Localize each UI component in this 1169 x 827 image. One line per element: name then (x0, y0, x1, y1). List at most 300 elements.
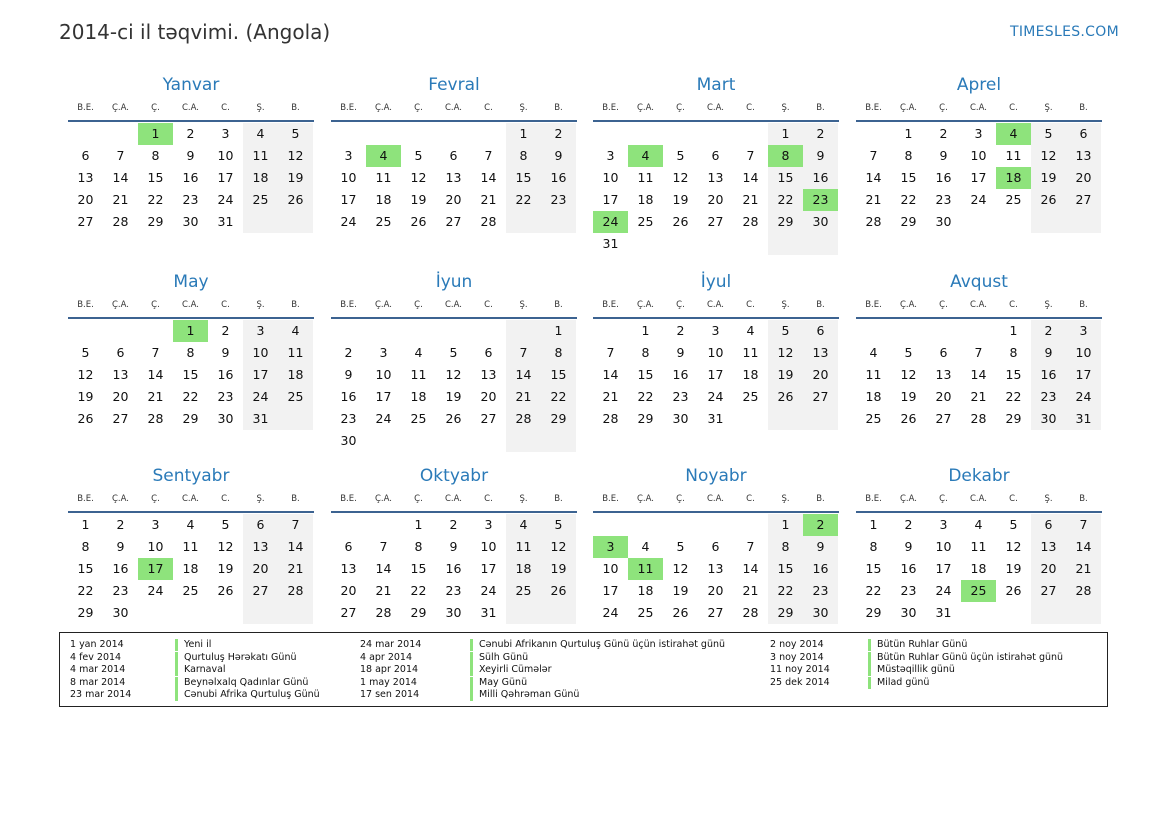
day-cell: 25 (515, 583, 532, 598)
weekday-label: B. (554, 300, 563, 310)
day-cell: 9 (676, 345, 685, 360)
day-cell: 14 (147, 367, 164, 382)
day-cell: 8 (151, 148, 160, 163)
day-cell: 13 (707, 561, 724, 576)
day-cell: 31 (252, 411, 269, 426)
weekday-label: C. (221, 103, 230, 113)
day-cell: 10 (602, 170, 619, 185)
weekday-label: Ç.A. (111, 300, 129, 310)
weekday-label: Ç. (151, 494, 160, 504)
weekday-label: Ç.A. (636, 300, 654, 310)
day-cell: 2 (816, 126, 825, 141)
weekday-label: Ç. (939, 103, 948, 113)
header-rule (593, 511, 839, 513)
day-cell: 7 (519, 345, 528, 360)
day-cell: 16 (217, 367, 234, 382)
day-cell: 18 (182, 561, 199, 576)
day-cell: 17 (602, 192, 619, 207)
legend-holiday-name: May Günü (470, 677, 527, 689)
day-cell: 26 (445, 411, 462, 426)
day-cell: 10 (707, 345, 724, 360)
weekday-label: B. (291, 103, 300, 113)
day-cell: 15 (410, 561, 427, 576)
legend-date: 1 yan 2014 (70, 639, 124, 650)
day-cell: 31 (480, 605, 497, 620)
weekday-label: C. (221, 494, 230, 504)
legend-holiday-name: Qurtuluş Hərəkatı Günü (175, 652, 296, 664)
day-cell: 27 (340, 605, 357, 620)
day-cell: 30 (672, 411, 689, 426)
day-cell: 16 (812, 170, 829, 185)
day-cell: 21 (375, 583, 392, 598)
weekday-label: Ç.A. (899, 300, 917, 310)
day-cell: 30 (812, 605, 829, 620)
day-cell: 29 (410, 605, 427, 620)
day-cell: 10 (252, 345, 269, 360)
day-cell: 8 (186, 345, 195, 360)
day-cell: 13 (445, 170, 462, 185)
weekday-label: Ş. (781, 300, 790, 310)
day-cell: 15 (637, 367, 654, 382)
day-cell: 1 (641, 323, 650, 338)
day-cell: 7 (1079, 517, 1088, 532)
header-rule (593, 317, 839, 319)
day-cell: 22 (147, 192, 164, 207)
day-cell: 7 (606, 345, 615, 360)
day-cell: 6 (939, 345, 948, 360)
header-rule (331, 120, 577, 122)
day-cell: 16 (340, 389, 357, 404)
day-cell: 23 (550, 192, 567, 207)
weekday-label: C.A. (969, 300, 987, 310)
day-cell: 6 (484, 345, 493, 360)
month-name: İyul (700, 272, 732, 292)
day-cell: 4 (291, 323, 300, 338)
day-cell: 2 (554, 126, 563, 141)
day-cell: 2 (221, 323, 230, 338)
day-cell: 2 (939, 126, 948, 141)
day-cell: 4 (186, 517, 195, 532)
weekday-label: B. (291, 494, 300, 504)
day-cell: 12 (217, 539, 234, 554)
day-cell: 27 (1040, 583, 1057, 598)
day-cell: 11 (970, 539, 987, 554)
header-rule (331, 511, 577, 513)
day-cell: 4 (519, 517, 528, 532)
legend-date: 4 mar 2014 (70, 664, 126, 675)
weekday-label: Ç. (151, 300, 160, 310)
day-cell: 16 (1040, 367, 1057, 382)
day-cell: 12 (777, 345, 794, 360)
weekday-label: Ç. (939, 494, 948, 504)
day-cell: 16 (445, 561, 462, 576)
day-cell: 4 (974, 517, 983, 532)
brand-link[interactable]: TIMESLES.COM (1010, 24, 1119, 40)
day-cell: 15 (550, 367, 567, 382)
day-cell: 25 (637, 605, 654, 620)
day-cell: 12 (410, 170, 427, 185)
day-cell: 2 (904, 517, 913, 532)
weekday-label: C. (1009, 494, 1018, 504)
day-cell: 3 (1079, 323, 1088, 338)
day-cell: 17 (252, 367, 269, 382)
day-cell: 3 (484, 517, 493, 532)
legend-date: 17 sen 2014 (360, 689, 420, 700)
day-cell: 25 (287, 389, 304, 404)
day-cell: 22 (777, 583, 794, 598)
day-cell: 6 (711, 148, 720, 163)
day-cell: 31 (217, 214, 234, 229)
day-cell: 2 (449, 517, 458, 532)
header-rule (68, 317, 314, 319)
day-cell: 23 (445, 583, 462, 598)
holiday-day-cell: 1 (138, 123, 173, 145)
day-cell: 19 (900, 389, 917, 404)
day-cell: 14 (742, 561, 759, 576)
day-cell: 15 (515, 170, 532, 185)
day-cell: 14 (112, 170, 129, 185)
day-cell: 3 (221, 126, 230, 141)
day-cell: 20 (707, 192, 724, 207)
holiday-legend (59, 632, 1108, 707)
day-cell: 15 (900, 170, 917, 185)
day-cell: 17 (480, 561, 497, 576)
day-cell: 13 (935, 367, 952, 382)
day-cell: 11 (252, 148, 269, 163)
day-cell: 5 (81, 345, 90, 360)
legend-date: 1 may 2014 (360, 676, 417, 688)
day-cell: 29 (77, 605, 94, 620)
day-cell: 18 (637, 583, 654, 598)
day-cell: 13 (340, 561, 357, 576)
day-cell: 26 (777, 389, 794, 404)
weekday-label: C.A. (181, 300, 199, 310)
day-cell: 16 (935, 170, 952, 185)
legend-holiday-name: Milli Qəhrəman Günü (470, 689, 579, 701)
weekday-label: Ş. (781, 494, 790, 504)
day-cell: 20 (445, 192, 462, 207)
day-cell: 9 (1044, 345, 1053, 360)
day-cell: 18 (742, 367, 759, 382)
weekday-label: B.E. (865, 300, 882, 310)
day-cell: 27 (707, 605, 724, 620)
day-cell: 8 (641, 345, 650, 360)
day-cell: 12 (1040, 148, 1057, 163)
weekday-label: C.A. (706, 300, 724, 310)
weekday-label: C.A. (706, 494, 724, 504)
day-cell: 22 (77, 583, 94, 598)
day-cell: 26 (410, 214, 427, 229)
day-cell: 4 (869, 345, 878, 360)
legend-holiday-name: Yeni il (175, 639, 211, 651)
day-cell: 27 (77, 214, 94, 229)
weekday-label: Ş. (256, 494, 265, 504)
header-rule (68, 120, 314, 122)
day-cell: 28 (480, 214, 497, 229)
day-cell: 28 (970, 411, 987, 426)
weekday-label: B. (816, 103, 825, 113)
day-cell: 13 (1040, 539, 1057, 554)
day-cell: 7 (116, 148, 125, 163)
day-cell: 28 (742, 605, 759, 620)
day-cell: 3 (939, 517, 948, 532)
day-cell: 13 (707, 170, 724, 185)
day-cell: 29 (865, 605, 882, 620)
day-cell: 5 (781, 323, 790, 338)
day-cell: 1 (414, 517, 423, 532)
day-cell: 21 (602, 389, 619, 404)
day-cell: 20 (340, 583, 357, 598)
day-cell: 21 (970, 389, 987, 404)
day-cell: 18 (375, 192, 392, 207)
day-cell: 3 (151, 517, 160, 532)
day-cell: 12 (77, 367, 94, 382)
day-cell: 17 (707, 367, 724, 382)
day-cell: 26 (672, 605, 689, 620)
day-cell: 7 (746, 539, 755, 554)
day-cell: 21 (515, 389, 532, 404)
weekday-label: B.E. (340, 103, 357, 113)
holiday-day-cell: 18 (996, 167, 1031, 189)
holiday-day-cell: 4 (996, 123, 1031, 145)
day-cell: 10 (217, 148, 234, 163)
legend-date: 4 fev 2014 (70, 651, 122, 663)
day-cell: 29 (550, 411, 567, 426)
day-cell: 16 (182, 170, 199, 185)
day-cell: 15 (1005, 367, 1022, 382)
day-cell: 11 (182, 539, 199, 554)
day-cell: 24 (1075, 389, 1092, 404)
day-cell: 5 (449, 345, 458, 360)
day-cell: 14 (602, 367, 619, 382)
day-cell: 10 (480, 539, 497, 554)
day-cell: 20 (77, 192, 94, 207)
holiday-day-cell: 4 (366, 145, 401, 167)
day-cell: 21 (742, 192, 759, 207)
weekday-label: Ç. (939, 300, 948, 310)
month-name: Sentyabr (152, 466, 230, 486)
day-cell: 27 (480, 411, 497, 426)
weekday-label: Ç. (676, 494, 685, 504)
day-cell: 26 (550, 583, 567, 598)
day-cell: 1 (781, 517, 790, 532)
day-cell: 23 (112, 583, 129, 598)
day-cell: 10 (1075, 345, 1092, 360)
legend-date: 11 noy 2014 (770, 664, 830, 675)
day-cell: 18 (287, 367, 304, 382)
day-cell: 22 (515, 192, 532, 207)
legend-holiday-name: Cənubi Afrika Qurtuluş Günü (175, 689, 320, 701)
day-cell: 27 (445, 214, 462, 229)
day-cell: 9 (904, 539, 913, 554)
weekday-label: Ç. (414, 103, 423, 113)
month-name: Fevral (428, 75, 480, 95)
day-cell: 24 (217, 192, 234, 207)
day-cell: 3 (344, 148, 353, 163)
day-cell: 8 (554, 345, 563, 360)
day-cell: 10 (970, 148, 987, 163)
weekday-label: Ç.A. (111, 103, 129, 113)
day-cell: 5 (676, 539, 685, 554)
day-cell: 30 (812, 214, 829, 229)
day-cell: 14 (1075, 539, 1092, 554)
weekday-label: Ş. (1044, 494, 1053, 504)
legend-holiday-name: Karnaval (175, 664, 226, 676)
day-cell: 29 (777, 214, 794, 229)
day-cell: 24 (602, 605, 619, 620)
day-cell: 2 (1044, 323, 1053, 338)
day-cell: 11 (1005, 148, 1022, 163)
day-cell: 25 (865, 411, 882, 426)
day-cell: 23 (900, 583, 917, 598)
day-cell: 25 (252, 192, 269, 207)
legend-holiday-name: Xeyirli Cümələr (470, 664, 552, 676)
day-cell: 19 (445, 389, 462, 404)
weekday-label: Ç.A. (899, 494, 917, 504)
day-cell: 15 (147, 170, 164, 185)
day-cell: 1 (1009, 323, 1018, 338)
weekday-label: Ç. (414, 494, 423, 504)
day-cell: 24 (480, 583, 497, 598)
day-cell: 17 (1075, 367, 1092, 382)
day-cell: 5 (221, 517, 230, 532)
weekday-label: C.A. (181, 494, 199, 504)
day-cell: 9 (816, 148, 825, 163)
weekday-label: B.E. (77, 494, 94, 504)
legend-holiday-name: Milad günü (868, 677, 929, 689)
day-cell: 20 (252, 561, 269, 576)
day-cell: 6 (1044, 517, 1053, 532)
weekday-label: C. (484, 300, 493, 310)
day-cell: 26 (672, 214, 689, 229)
day-cell: 30 (935, 214, 952, 229)
day-cell: 8 (414, 539, 423, 554)
day-cell: 24 (340, 214, 357, 229)
day-cell: 21 (287, 561, 304, 576)
weekday-label: C. (1009, 300, 1018, 310)
day-cell: 8 (904, 148, 913, 163)
day-cell: 25 (1005, 192, 1022, 207)
day-cell: 21 (147, 389, 164, 404)
day-cell: 7 (974, 345, 983, 360)
weekday-label: C.A. (181, 103, 199, 113)
day-cell: 9 (816, 539, 825, 554)
month-name: İyun (435, 272, 473, 292)
weekday-label: Ş. (519, 103, 528, 113)
legend-date: 25 dek 2014 (770, 676, 830, 688)
day-cell: 27 (812, 389, 829, 404)
day-cell: 23 (812, 583, 829, 598)
header-rule (68, 511, 314, 513)
day-cell: 18 (410, 389, 427, 404)
weekday-label: B. (1079, 494, 1088, 504)
day-cell: 7 (869, 148, 878, 163)
day-cell: 19 (550, 561, 567, 576)
weekday-label: Ç. (151, 103, 160, 113)
day-cell: 4 (414, 345, 423, 360)
day-cell: 30 (900, 605, 917, 620)
day-cell: 10 (340, 170, 357, 185)
weekday-label: Ş. (519, 494, 528, 504)
legend-date: 3 noy 2014 (770, 651, 824, 663)
day-cell: 27 (112, 411, 129, 426)
day-cell: 19 (672, 192, 689, 207)
day-cell: 18 (970, 561, 987, 576)
day-cell: 15 (865, 561, 882, 576)
day-cell: 19 (777, 367, 794, 382)
weekday-label: Ç.A. (636, 103, 654, 113)
day-cell: 10 (935, 539, 952, 554)
legend-holiday-name: Müstəqillik günü (868, 664, 955, 676)
day-cell: 11 (515, 539, 532, 554)
day-cell: 11 (637, 170, 654, 185)
day-cell: 28 (742, 214, 759, 229)
day-cell: 7 (151, 345, 160, 360)
month-name: Avqust (950, 272, 1008, 292)
weekday-label: C. (746, 494, 755, 504)
weekday-label: B.E. (865, 494, 882, 504)
day-cell: 12 (1005, 539, 1022, 554)
month-name: Mart (696, 75, 736, 95)
day-cell: 6 (116, 345, 125, 360)
day-cell: 27 (1075, 192, 1092, 207)
day-cell: 23 (182, 192, 199, 207)
weekday-label: B.E. (602, 103, 619, 113)
day-cell: 15 (182, 367, 199, 382)
day-cell: 21 (1075, 561, 1092, 576)
day-cell: 22 (1005, 389, 1022, 404)
month-name: May (173, 272, 209, 292)
day-cell: 13 (1075, 148, 1092, 163)
weekday-label: B.E. (340, 494, 357, 504)
weekday-label: B. (554, 103, 563, 113)
weekday-label: Ş. (519, 300, 528, 310)
weekday-label: B.E. (602, 300, 619, 310)
day-cell: 19 (287, 170, 304, 185)
day-cell: 16 (672, 367, 689, 382)
day-cell: 9 (221, 345, 230, 360)
day-cell: 8 (81, 539, 90, 554)
day-cell: 6 (816, 323, 825, 338)
day-cell: 20 (935, 389, 952, 404)
weekday-label: C. (746, 300, 755, 310)
weekday-label: C.A. (444, 494, 462, 504)
day-cell: 9 (186, 148, 195, 163)
holiday-day-cell: 23 (803, 189, 838, 211)
day-cell: 26 (287, 192, 304, 207)
weekday-label: C.A. (969, 494, 987, 504)
day-cell: 31 (602, 236, 619, 251)
legend-date: 4 apr 2014 (360, 651, 413, 663)
day-cell: 9 (939, 148, 948, 163)
legend-holiday-name: Cənubi Afrikanın Qurtuluş Günü üçün istirahət günü (470, 639, 725, 651)
day-cell: 17 (217, 170, 234, 185)
day-cell: 21 (742, 583, 759, 598)
day-cell: 20 (812, 367, 829, 382)
header-rule (856, 511, 1102, 513)
day-cell: 28 (602, 411, 619, 426)
day-cell: 12 (672, 170, 689, 185)
legend-holiday-name: Bütün Ruhlar Günü üçün istirahət günü (868, 652, 1063, 664)
day-cell: 24 (935, 583, 952, 598)
day-cell: 2 (116, 517, 125, 532)
day-cell: 25 (375, 214, 392, 229)
weekday-label: B.E. (77, 300, 94, 310)
weekday-label: Ç.A. (636, 494, 654, 504)
legend-holiday-name: Sülh Günü (470, 652, 528, 664)
day-cell: 14 (480, 170, 497, 185)
day-cell: 1 (554, 323, 563, 338)
